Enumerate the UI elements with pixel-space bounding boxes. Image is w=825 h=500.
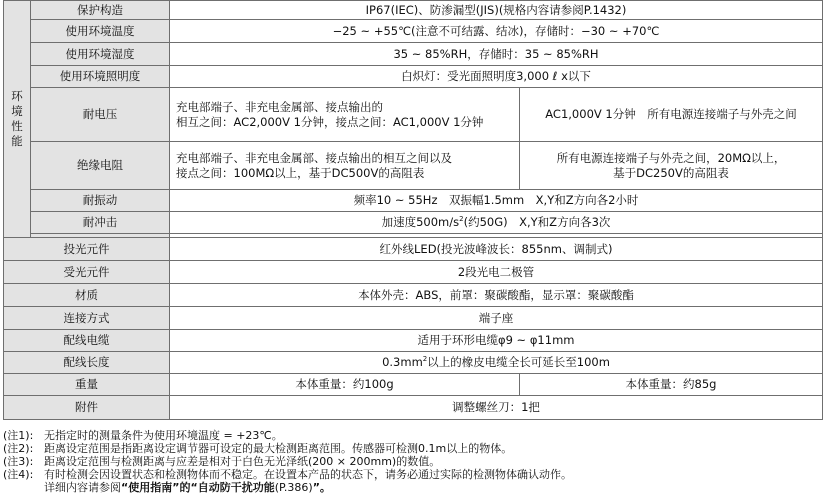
row-value: 白炽灯：受光面照明度3,000 ℓ x以下 xyxy=(170,66,823,88)
table-row xyxy=(4,374,823,396)
footnote: (注4): 有时检测会因设置状态和检测物体而不稳定。在设置本产品的状态下，请务必通过实际的检测物体确认动作。 xyxy=(3,468,572,481)
row-label: 材质 xyxy=(4,284,170,307)
table-row xyxy=(4,190,823,212)
row-label: 使用环境温度 xyxy=(31,20,170,43)
footnote-continuation: 详细内容请参阅“使用指南”的“自动防干扰功能(P.386)”。 xyxy=(44,481,331,494)
table-row xyxy=(4,238,823,261)
table-row xyxy=(4,284,823,307)
table-row xyxy=(4,261,823,284)
table-row xyxy=(4,396,823,420)
row-value: 红外线LED(投光波峰波长：855nm、调制式) xyxy=(170,238,823,261)
row-label: 绝缘电阻 xyxy=(31,142,170,190)
row-value: 频率10 ~ 55Hz 双振幅1.5mm X,Y和Z方向各2小时 xyxy=(170,190,823,212)
row-value-left: 本体重量：约100g xyxy=(170,374,520,396)
table-row xyxy=(4,88,823,142)
row-value: 35 ~ 85%RH，存储时：35 ~ 85%RH xyxy=(170,43,823,66)
row-value: IP67(IEC)、防渗漏型(JIS)(规格内容请参阅P.1432) xyxy=(170,1,823,20)
table-row xyxy=(4,1,823,20)
row-value: 适用于环形电缆φ9 ~ φ11mm xyxy=(170,330,823,352)
footnote: (注2): 距离设定范围是指距离设定调节器可设定的最大检测距离范围。传感器可检测0.1m以上的物体。 xyxy=(3,442,513,455)
row-label: 使用环境照明度 xyxy=(31,66,170,88)
row-value-right: AC1,000V 1分钟 所有电源连接端子与外壳之间 xyxy=(520,88,823,142)
row-label: 重量 xyxy=(4,374,170,396)
row-value-right: 本体重量：约85g xyxy=(520,374,823,396)
category-cell: 环境性能 xyxy=(4,1,31,238)
row-label: 连接方式 xyxy=(4,307,170,330)
row-label: 耐振动 xyxy=(31,190,170,212)
row-label: 配线长度 xyxy=(4,352,170,374)
row-label: 耐冲击 xyxy=(31,212,170,234)
table-row xyxy=(4,142,823,190)
table-row xyxy=(4,66,823,88)
table-row xyxy=(4,352,823,374)
row-label: 附件 xyxy=(4,396,170,420)
footnote: (注1): 无指定时的测量条件为使用环境温度 = +23℃。 xyxy=(3,429,283,442)
row-value-left: 充电部端子、非充电金属部、接点输出的 相互之间：AC2,000V 1分钟，接点之间：AC1,000V 1分钟 xyxy=(170,88,520,142)
table-row xyxy=(4,307,823,330)
table-row xyxy=(4,212,823,234)
footnote: (注3): 距离设定范围与检测距离与应差是相对于白色无光泽纸(200 × 200mm)的数值。 xyxy=(3,455,441,468)
row-value: −25 ~ +55℃(注意不可结露、结冰)，存储时：−30 ~ +70℃ xyxy=(170,20,823,43)
row-value: 端子座 xyxy=(170,307,823,330)
row-value-left: 充电部端子、非充电金属部、接点输出的相互之间以及 接点之间：100MΩ以上，基于DC500V的高阻表 xyxy=(170,142,520,190)
row-value: 加速度$500m/s^2$(约50G) X,Y和Z方向各3次 xyxy=(170,212,823,234)
row-value: 2段光电二极管 xyxy=(170,261,823,284)
table-row xyxy=(4,330,823,352)
row-value: 本体外壳：ABS，前罩：聚碳酸酯，显示罩：聚碳酸酯 xyxy=(170,284,823,307)
row-label: 配线电缆 xyxy=(4,330,170,352)
row-label: 保护构造 xyxy=(31,1,170,20)
row-label: 受光元件 xyxy=(4,261,170,284)
row-value: $0.3mm^2$以上的橡皮电缆全长可延长至100m xyxy=(170,352,823,374)
row-label: 耐电压 xyxy=(31,88,170,142)
footnotes xyxy=(3,429,821,494)
row-value: 调整螺丝刀：1把 xyxy=(170,396,823,420)
row-label: 投光元件 xyxy=(4,238,170,261)
table-row xyxy=(4,20,823,43)
table-row xyxy=(4,43,823,66)
spec-table xyxy=(3,0,823,420)
row-label: 使用环境湿度 xyxy=(31,43,170,66)
row-value-right: 所有电源连接端子与外壳之间，20MΩ以上， 基于DC250V的高阻表 xyxy=(520,142,823,190)
